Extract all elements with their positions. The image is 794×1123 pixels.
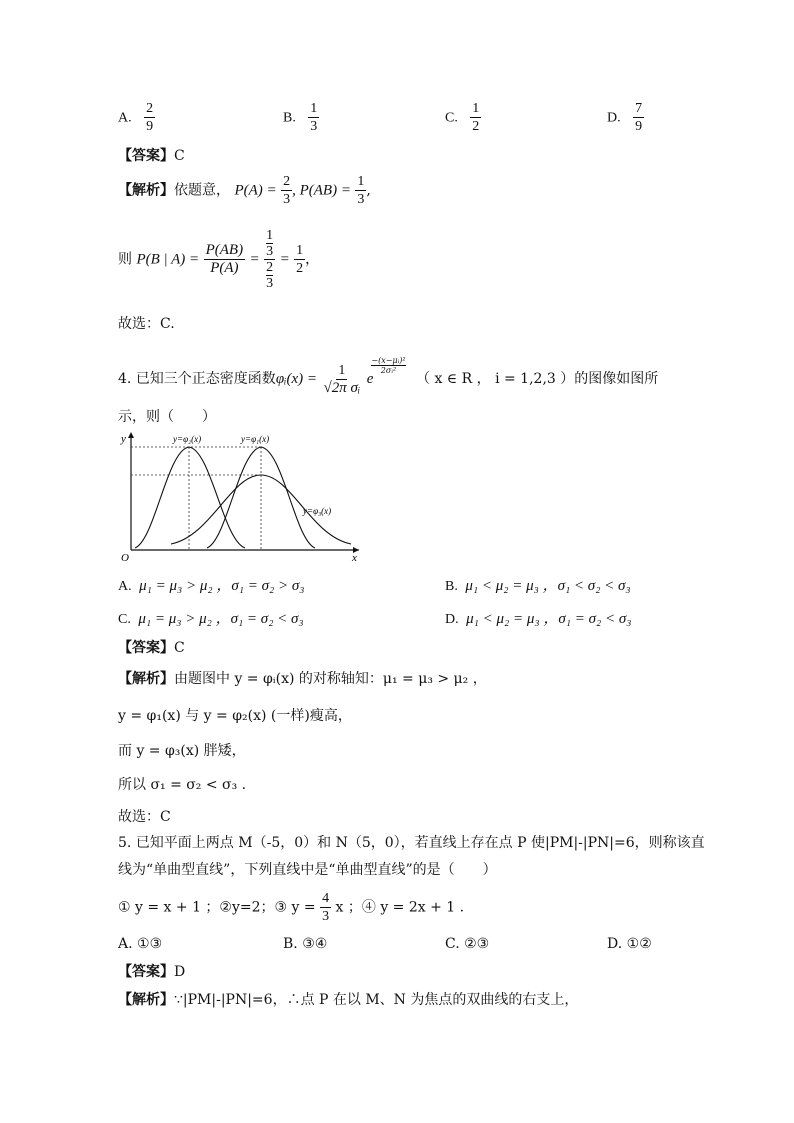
x-axis-label: x [352, 552, 357, 563]
analysis-tag: 【解析】 [118, 182, 174, 199]
label-phi3: y=φ₃(x) [303, 506, 332, 516]
q4-analysis-line1: 【解析】由题图中 y = φᵢ(x) 的对称轴知：μ₁ = μ₃ > μ₂ ， [118, 671, 487, 687]
q3-option-d [607, 100, 644, 135]
option-fraction: $\frac{1}{3}$ [310, 101, 318, 134]
phi-formula: φᵢ(x) = [275, 371, 318, 387]
q4-analysis-line3: 而 y = φ₃(x) 胖矮， [118, 743, 246, 759]
option-label: D. [607, 110, 621, 126]
q5-option-a: A. ①③ [118, 936, 163, 952]
punct: , [366, 182, 371, 199]
punct: ， [305, 251, 320, 268]
analysis-text: 则 [118, 251, 132, 268]
ratio-fraction: $\frac{P(AB)}{P(A)}$ [205, 242, 244, 276]
fraction-2-3: $\frac{2}{3}$ [283, 174, 291, 207]
domain-text: （ x ∈ R ， i = 1,2,3 ）的图像如图所 [416, 371, 659, 387]
q4-analysis-line4: 所以 σ₁ = σ₂ < σ₃ . [118, 777, 247, 793]
q4-option-b: B. μ₁ < μ₂ = μ₃ ，σ₁ < σ₂ < σ₃ [445, 578, 631, 594]
formula-pba: P(B | A) = [136, 251, 200, 268]
q5-option-d: D. ①② [607, 936, 652, 952]
y-axis-label: y [121, 433, 126, 445]
q4-stem-line1 [118, 356, 658, 397]
q3-analysis-line2: 则 P(B | A) = $\frac{P(AB)}{P(A)}$ = 1 3 2 3 = $\frac{1}{2}$ ， [118, 228, 320, 291]
q5-items-line: ① y = x + 1 ；②y=2；③ y = $\frac{4}{3}$ x ；④ y = 2x + 1 . [118, 891, 465, 924]
curve-phi2 [135, 447, 245, 548]
option-label: B. [283, 110, 296, 126]
q4-stem-line2: 示，则（ ） [118, 409, 216, 425]
option-fraction: $\frac{1}{2}$ [472, 101, 480, 134]
q5-answer-line: 【答案】D [118, 964, 186, 980]
q4-option-c: C. μ₁ = μ₃ > μ₂ ，σ₁ = σ₂ < σ₃ [118, 611, 304, 627]
option-label: A. [118, 110, 132, 126]
q3-conclusion: 故选：C. [118, 316, 175, 332]
q4-analysis-line2: y = φ₁(x) 与 y = φ₂(x) (一样)瘦高， [118, 708, 352, 724]
fraction-1-3: $\frac{1}{3}$ [357, 174, 365, 207]
exponent: $\frac{\text{−(x−μᵢ)²}}{\text{2σᵢ²}}$ [371, 356, 406, 375]
analysis-text: 依题意， [174, 182, 230, 199]
q4-conclusion: 故选：C [118, 809, 171, 825]
stem-text: 已知三个正态密度函数 [135, 371, 276, 387]
q3-answer-line [118, 145, 185, 165]
q5-option-b: B. ③④ [283, 936, 328, 952]
question-number: 4. [118, 371, 132, 387]
formula-pa: P(A) = [234, 182, 277, 199]
q3-option-b [283, 100, 319, 135]
option-fraction: $\frac{7}{9}$ [635, 101, 643, 134]
q3-option-a [118, 100, 155, 135]
normal-density-graph [115, 428, 365, 563]
q4-answer-line: 【答案】C [118, 640, 185, 656]
q5-option-c: C. ②③ [445, 936, 490, 952]
items-fraction: $\frac{4}{3}$ [322, 891, 330, 924]
q4-option-d: D. μ₁ < μ₂ = μ₃ ，σ₁ = σ₂ < σ₃ [445, 611, 632, 627]
label-phi2: y=φ₂(x) [173, 434, 202, 444]
result-fraction: $\frac{1}{2}$ [296, 243, 304, 276]
answer-value: C [174, 148, 185, 164]
origin-label: O [121, 552, 129, 563]
option-label: C. [445, 110, 458, 126]
coef-fraction: $\frac{1}{\text{√2π σᵢ}}$ [323, 362, 361, 396]
q5-stem-line1: 5. 已知平面上两点 M（-5，0）和 N（5，0），若直线上存在点 P 使|PM|-|PN|=6，则称该直 [118, 835, 705, 851]
exp-base: e [366, 371, 374, 387]
compound-fraction: 1 3 2 3 [266, 228, 274, 291]
q5-analysis-line1: 【解析】∵|PM|-|PN|=6，∴点 P 在以 M、N 为焦点的双曲线的右支上， [118, 992, 579, 1008]
option-fraction: $\frac{2}{9}$ [146, 101, 154, 134]
formula-pab: , P(AB) = [292, 182, 351, 199]
label-phi1: y=φ₁(x) [241, 434, 270, 444]
q3-option-c [445, 100, 481, 135]
q5-stem-line2: 线为“单曲型直线”，下列直线中是“单曲型直线”的是（ ） [118, 862, 497, 878]
answer-tag: 【答案】 [118, 148, 174, 164]
y-axis-arrow [128, 432, 134, 438]
q4-option-a: A. μ₁ = μ₃ > μ₂ ，σ₁ = σ₂ > σ₃ [118, 578, 305, 594]
q3-analysis-line1 [118, 173, 371, 208]
